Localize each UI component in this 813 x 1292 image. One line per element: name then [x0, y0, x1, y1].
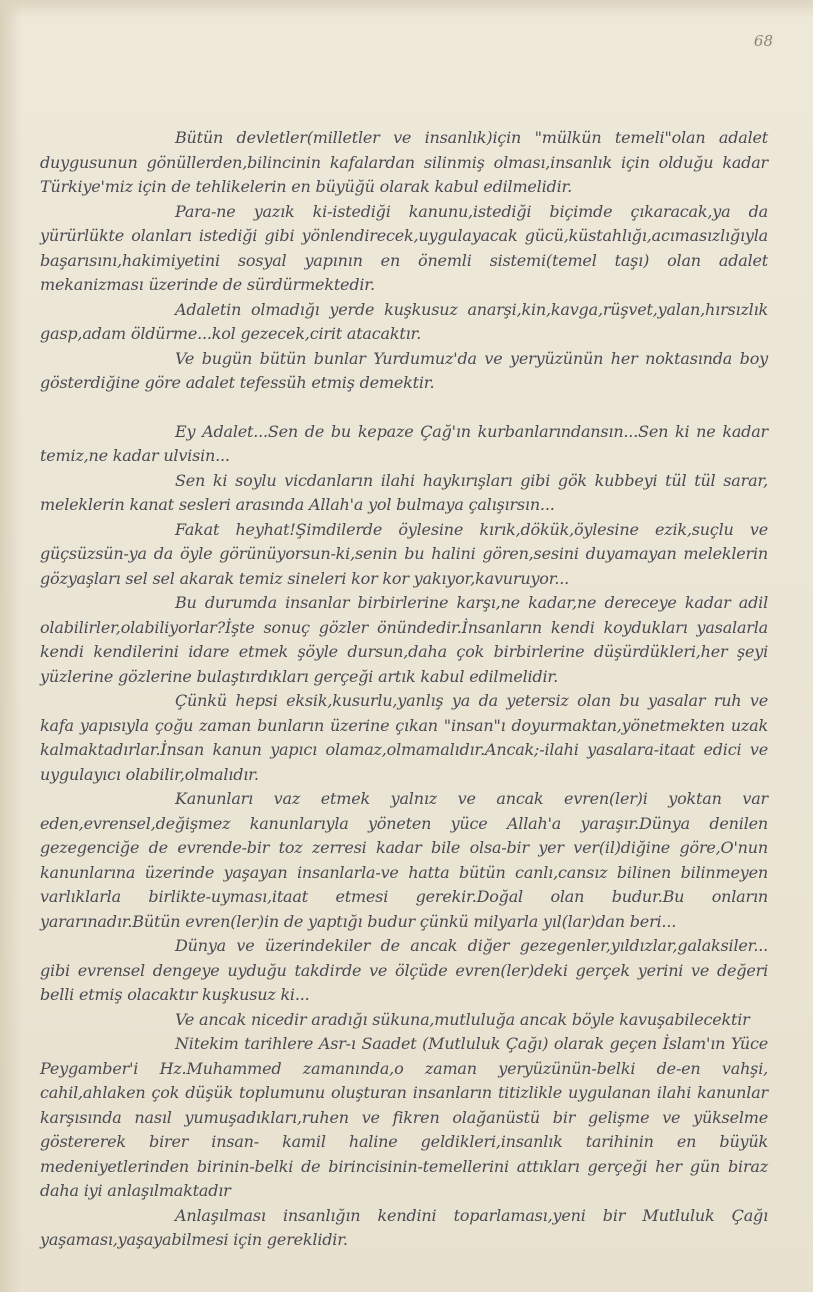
paragraph: Ey Adalet...Sen de bu kepaze Çağ'ın kurbanlarındansın...Sen ki ne kadar temiz,ne kadar ulvisin...: [40, 421, 768, 465]
paragraph: Çünkü hepsi eksik,kusurlu,yanlış ya da yetersiz olan bu yasalar ruh ve kafa yapısıyla çoğu zaman bunların üzerine çıkan "insan"ı doyurmaktan,yönetmekten uzak kalmaktadırlar.İnsan kanun yapıcı olamaz,olmamalıdır.Ancak;-ilahi yasalara-itaat edici ve uygulayıcı olabilir,olmalıdır.: [40, 691, 768, 784]
paragraph: Kanunları vaz etmek yalnız ve ancak evren(ler)i yoktan var eden,evrensel,değişmez kanunlarıyla yöneten yüce Allah'a yaraşır.Dünya denilen gezegenciğe de evrende-bir toz zerresi kadar bile olsa-bir yer ver(il)diğine göre,O'nun kanunlarına üzerinde yaşayan insanlarla-ve hatta bütün canlı,cansız bilinen bilinmeyen varlıklarla birlikte-uyması,itaat etmesi gerekir.Doğal olan budur.Bu onların yararınadır.Bütün evren(ler)in de yaptığı budur çünkü milyarla yıl(lar)dan beri...: [40, 789, 768, 931]
paragraph: Dünya ve üzerindekiler de ancak diğer gezegenler,yıldızlar,galaksiler... gibi evrensel dengeye uyduğu takdirde ve ölçüde evren(ler)deki gerçek yerini ve değeri belli etmiş olacaktır kuşkusuz ki...: [40, 936, 768, 1004]
paragraph: Anlaşılması insanlığın kendini toparlaması,yeni bir Mutluluk Çağı yaşaması,yaşayabilmesi için gereklidir.: [40, 1205, 768, 1249]
body-text: [40, 126, 768, 1253]
paragraph: Fakat heyhat!Şimdilerde öylesine kırık,dökük,öylesine ezik,suçlu ve güçsüzsün-ya da öyle görünüyorsun-ki,senin bu halini gören,sesini duyamayan meleklerin gözyaşları sel sel akarak temiz sineleri kor kor yakıyor,kavuruyor...: [40, 519, 768, 588]
page-number: 68: [753, 32, 773, 50]
paragraph: Adaletin olmadığı yerde kuşkusuz anarşi,kin,kavga,rüşvet,yalan,hırsızlık gasp,adam öldürme...kol gezecek,cirit atacaktır.: [40, 299, 768, 343]
paragraph: Ve ancak nicedir aradığı sükuna,mutluluğa ancak böyle kavuşabilecektir: [175, 1009, 750, 1029]
paragraph: Bütün devletler(milletler ve insanlık)için "mülkün temeli"olan adalet duygusunun gönüllerden,bilincinin kafalardan silinmiş olması,insanlık için olduğu kadar Türkiye'miz için de tehlikelerin en büyüğü olarak kabul edilmelidir.: [40, 128, 768, 196]
paragraph: Bu durumda insanlar birbirlerine karşı,ne kadar,ne dereceye kadar adil olabilirler,olabiliyorlar?İşte sonuç gözler önündedir.İnsanların kendi koydukları yasalarla kendi kendilerini idare etmek şöyle dursun,daha çok birbirlerine düşürdükleri,her şeyi yüzlerine gözlerine bulaştırdıkları gerçeği artık kabul edilmelidir.: [40, 593, 768, 686]
page-top-shadow: [0, 0, 813, 18]
paragraph: Nitekim tarihlere Asr-ı Saadet (Mutluluk Çağı) olarak geçen İslam'ın Yüce Peygamber'i Hz.Muhammed zamanında,o zaman yeryüzünün-belki de-en vahşi, cahil,ahlaken çok düşük toplumunu oluşturan insanların titizlikle uygulanan ilahi kanunlar karşısında nasıl yumuşadıkları,ruhen ve fikren olağanüstü bir gelişme ve yükselme göstererek birer insan- kamil haline geldikleri,insanlık tarihinin en büyük medeniyetlerinden birinin-belki de birincisinin-temellerini attıkları gerçeği her gün biraz daha iyi anlaşılmaktadır: [40, 1034, 768, 1200]
page-edge-shadow: [0, 0, 22, 1292]
paragraph: Para-ne yazık ki-istediği kanunu,istediği biçimde çıkaracak,ya da yürürlükte olanları istediği gibi yönlendirecek,uygulayacak gücü,küstahlığı,acımasızlığıyla başarısını,hakimiyetini sosyal yapının en önemli sistemi(temel taşı) olan adalet mekanizması üzerinde de sürdürmektedir.: [40, 201, 768, 294]
paragraph: Sen ki soylu vicdanların ilahi haykırışları gibi gök kubbeyi tül tül sarar, meleklerin kanat sesleri arasında Allah'a yol bulmaya çalışırsın...: [40, 470, 768, 514]
paragraph: Ve bugün bütün bunlar Yurdumuz'da ve yeryüzünün her noktasında boy gösterdiğine göre adalet tefessüh etmiş demektir.: [40, 348, 768, 392]
